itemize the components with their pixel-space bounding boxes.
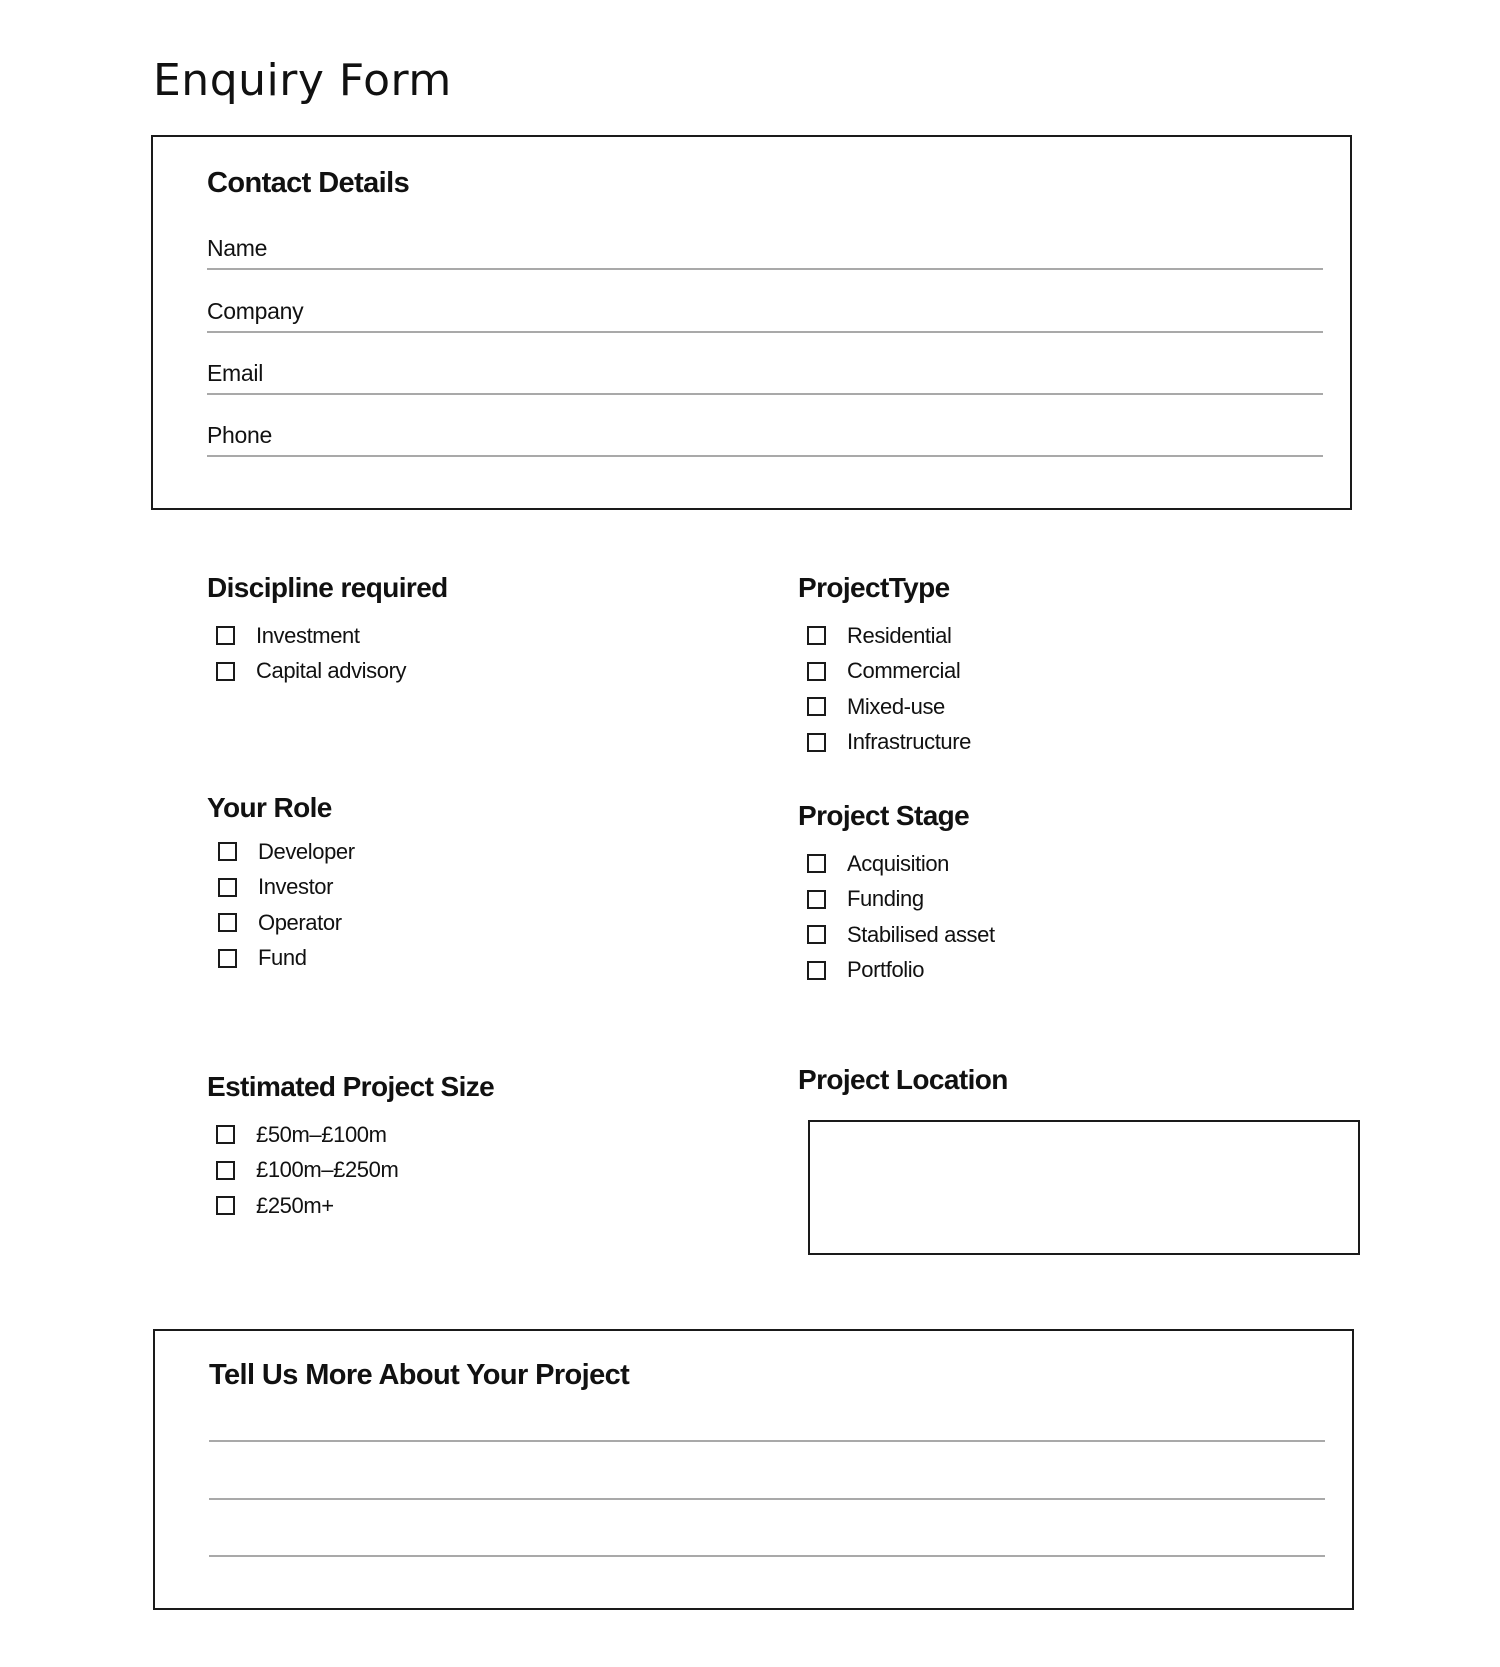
checkbox[interactable]: [807, 890, 826, 909]
option-investor[interactable]: [207, 870, 355, 906]
writing-line[interactable]: [209, 1440, 1325, 1442]
checkbox[interactable]: [218, 949, 237, 968]
writing-line[interactable]: [209, 1555, 1325, 1557]
option-size-100-250[interactable]: [207, 1153, 494, 1189]
option-mixed-use[interactable]: [798, 689, 971, 725]
option-portfolio[interactable]: [798, 953, 995, 989]
project-type-group: [798, 572, 971, 760]
option-label: Mixed-use: [847, 693, 945, 719]
checkbox[interactable]: [218, 878, 237, 897]
option-commercial[interactable]: [798, 654, 971, 690]
option-size-50-100[interactable]: [207, 1117, 494, 1153]
checkbox[interactable]: [807, 733, 826, 752]
option-label: Developer: [258, 838, 355, 864]
checkbox[interactable]: [216, 1161, 235, 1180]
option-residential[interactable]: [798, 618, 971, 654]
option-stabilised-asset[interactable]: [798, 917, 995, 953]
option-label: Acquisition: [847, 850, 949, 876]
project-location-input[interactable]: [808, 1120, 1360, 1255]
discipline-group: [207, 572, 448, 689]
option-fund[interactable]: [207, 941, 355, 977]
company-field[interactable]: [207, 291, 1323, 333]
project-stage-title: Project Stage: [798, 800, 970, 831]
project-details-title: Tell Us More About Your Project: [209, 1359, 630, 1391]
option-label: £100m–£250m: [256, 1157, 399, 1183]
project-type-title: ProjectType: [798, 572, 950, 603]
checkbox[interactable]: [807, 854, 826, 873]
name-label: Name: [207, 235, 268, 261]
contact-details-panel: [151, 135, 1352, 510]
option-label: Stabilised asset: [847, 921, 995, 947]
option-developer[interactable]: [207, 834, 355, 870]
contact-details-title: Contact Details: [207, 167, 410, 199]
checkbox[interactable]: [807, 961, 826, 980]
option-label: Investment: [256, 622, 360, 648]
option-label: Fund: [258, 945, 307, 971]
checkbox[interactable]: [807, 626, 826, 645]
option-label: Residential: [847, 622, 952, 648]
project-location-group: [798, 1064, 1008, 1110]
your-role-group: [207, 792, 355, 976]
option-infrastructure[interactable]: [798, 725, 971, 761]
option-operator[interactable]: [207, 905, 355, 941]
option-label: Commercial: [847, 658, 961, 684]
option-capital-advisory[interactable]: [207, 654, 448, 690]
project-size-group: [207, 1071, 494, 1224]
checkbox[interactable]: [807, 662, 826, 681]
email-label: Email: [207, 360, 264, 386]
phone-label: Phone: [207, 422, 273, 448]
checkbox[interactable]: [807, 697, 826, 716]
option-investment[interactable]: [207, 618, 448, 654]
writing-line[interactable]: [209, 1498, 1325, 1500]
project-location-title: Project Location: [798, 1064, 1008, 1095]
project-details-panel: [153, 1329, 1354, 1610]
name-field[interactable]: [207, 228, 1323, 270]
option-label: Funding: [847, 886, 924, 912]
email-field[interactable]: [207, 353, 1323, 395]
option-label: Infrastructure: [847, 729, 972, 755]
your-role-title: Your Role: [207, 792, 332, 823]
checkbox[interactable]: [216, 1196, 235, 1215]
discipline-title: Discipline required: [207, 572, 448, 603]
phone-field[interactable]: [207, 415, 1323, 457]
project-size-title: Estimated Project Size: [207, 1071, 495, 1102]
checkbox[interactable]: [216, 626, 235, 645]
option-label: Operator: [258, 909, 342, 935]
option-label: Portfolio: [847, 957, 925, 983]
project-stage-group: [798, 800, 995, 988]
checkbox[interactable]: [216, 1125, 235, 1144]
checkbox[interactable]: [218, 842, 237, 861]
option-funding[interactable]: [798, 882, 995, 918]
option-label: £250m+: [256, 1192, 334, 1218]
company-label: Company: [207, 298, 304, 324]
checkbox[interactable]: [218, 913, 237, 932]
option-label: Capital advisory: [256, 658, 407, 684]
option-size-250-plus[interactable]: [207, 1188, 494, 1224]
option-label: Investor: [258, 874, 334, 900]
option-label: £50m–£100m: [256, 1121, 387, 1147]
checkbox[interactable]: [807, 925, 826, 944]
page-title: Enquiry Form: [153, 55, 452, 106]
option-acquisition[interactable]: [798, 846, 995, 882]
checkbox[interactable]: [216, 662, 235, 681]
